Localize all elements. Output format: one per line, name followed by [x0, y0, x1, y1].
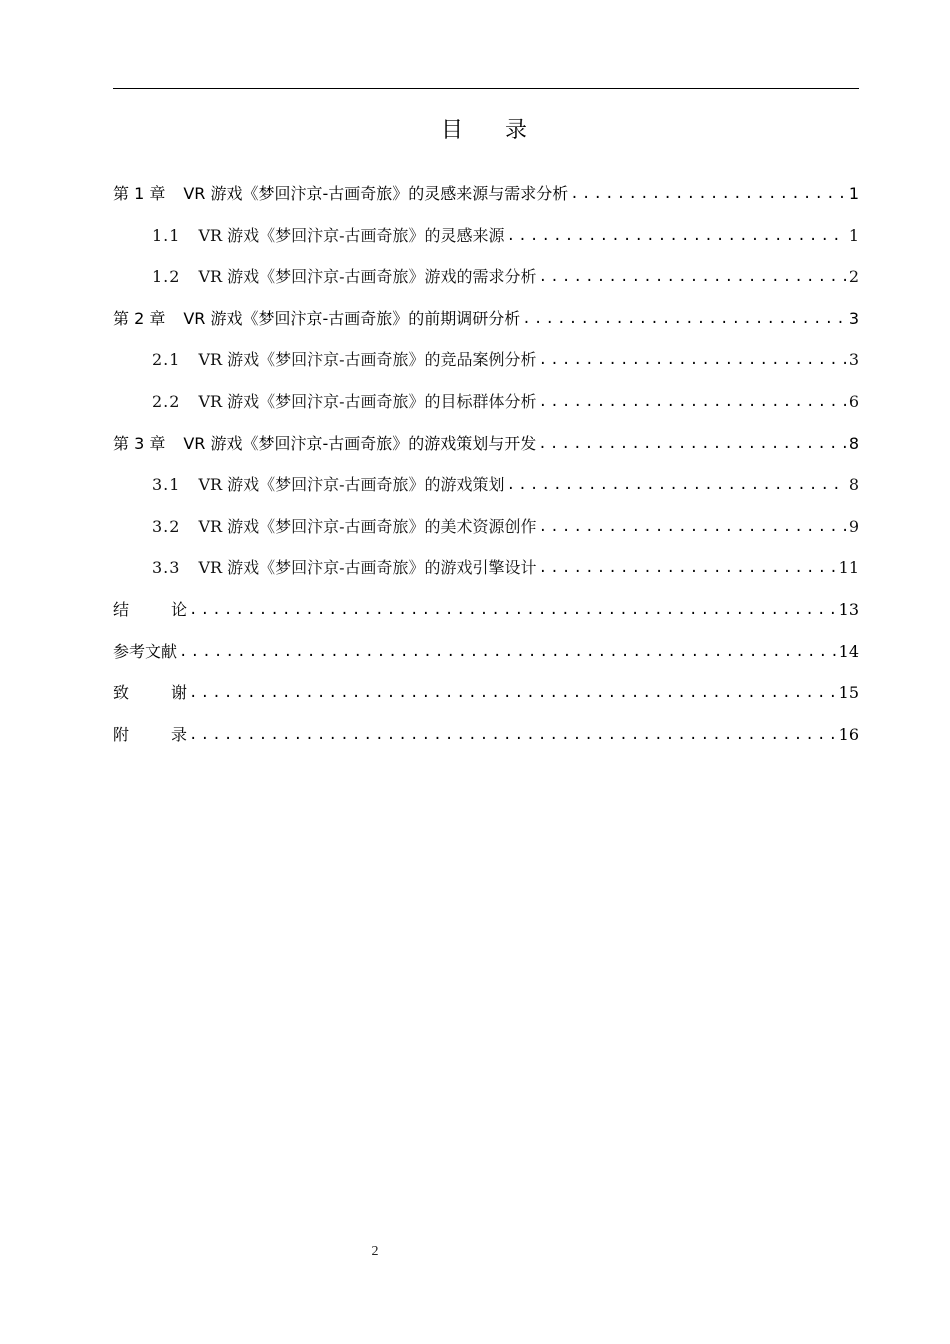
toc-entry-label: 结 论	[113, 599, 188, 619]
toc-entry-page: 16	[838, 724, 859, 744]
toc-entry-number: 2.2	[152, 391, 181, 411]
toc-entry-label: VR 游戏《梦回汴京-古画奇旅》的目标群体分析	[198, 391, 537, 411]
dot-leader	[538, 428, 847, 460]
toc-entry-section-3-2[interactable]	[113, 511, 859, 553]
dot-leader	[539, 261, 847, 293]
toc-entry-appendix[interactable]	[113, 719, 859, 761]
toc-entry-chapter-2[interactable]	[113, 303, 859, 345]
toc-entry-number: 第 3 章	[113, 433, 166, 453]
toc-entry-conclusion[interactable]	[113, 594, 859, 636]
toc-entry-page: 13	[838, 599, 859, 619]
toc-entry-section-3-1[interactable]	[113, 469, 859, 511]
toc-entry-chapter-1[interactable]	[113, 178, 859, 220]
toc-entry-page: 15	[838, 683, 859, 703]
toc-entry-page: 8	[848, 433, 859, 453]
toc-entry-number: 1.2	[152, 267, 181, 287]
toc-entry-number: 第 1 章	[113, 184, 166, 203]
dot-leader	[507, 469, 847, 501]
toc-entry-label: VR 游戏《梦回汴京-古画奇旅》的灵感来源与需求分析	[183, 184, 569, 203]
dot-leader	[522, 303, 847, 335]
dot-leader	[539, 552, 837, 584]
toc-entry-label: VR 游戏《梦回汴京-古画奇旅》的游戏策划与开发	[183, 433, 537, 453]
toc-entry-references[interactable]	[113, 636, 859, 678]
toc-entry-label: VR 游戏《梦回汴京-古画奇旅》的游戏策划	[198, 475, 505, 495]
dot-leader	[539, 344, 847, 376]
toc-entry-page: 2	[848, 267, 859, 287]
toc-entry-page: 11	[838, 558, 859, 578]
header-rule	[113, 88, 859, 89]
toc-entry-page: 3	[848, 308, 859, 328]
dot-leader	[179, 636, 837, 668]
toc-entry-section-1-2[interactable]	[113, 261, 859, 303]
toc-entry-page: 1	[848, 225, 859, 245]
toc-entry-label: 致 谢	[113, 683, 188, 703]
toc-entry-number: 1.1	[152, 225, 181, 245]
toc-entry-number: 2.1	[152, 350, 181, 370]
dot-leader	[189, 719, 837, 751]
toc-entry-chapter-3[interactable]	[113, 428, 859, 470]
toc-entry-label: 参考文献	[113, 641, 178, 661]
dot-leader	[570, 178, 847, 210]
toc-entry-number: 3.2	[152, 516, 181, 536]
page-title	[0, 115, 950, 147]
toc-entry-label: VR 游戏《梦回汴京-古画奇旅》的竞品案例分析	[198, 350, 537, 370]
toc-entry-number: 第 2 章	[113, 308, 166, 328]
toc-entry-label: VR 游戏《梦回汴京-古画奇旅》的前期调研分析	[183, 308, 521, 328]
toc-entry-section-3-3[interactable]	[113, 552, 859, 594]
toc-entry-section-2-1[interactable]	[113, 344, 859, 386]
toc-entry-label: VR 游戏《梦回汴京-古画奇旅》的美术资源创作	[198, 516, 537, 536]
dot-leader	[189, 677, 837, 709]
toc-entry-section-1-1[interactable]	[113, 220, 859, 262]
page-number: 2	[371, 1244, 379, 1259]
toc-entry-label: VR 游戏《梦回汴京-古画奇旅》的游戏引擎设计	[198, 558, 537, 578]
toc-entry-section-2-2[interactable]	[113, 386, 859, 428]
toc-entry-page: 1	[848, 184, 859, 203]
toc-entry-label: VR 游戏《梦回汴京-古画奇旅》的灵感来源	[198, 225, 505, 245]
toc-entry-label: VR 游戏《梦回汴京-古画奇旅》游戏的需求分析	[198, 267, 537, 287]
toc-entry-page: 6	[848, 391, 859, 411]
title-char-2: 录	[505, 118, 530, 143]
toc-entry-number: 3.1	[152, 475, 181, 495]
toc-entry-number: 3.3	[152, 558, 181, 578]
dot-leader	[539, 386, 847, 418]
toc-entry-label: 附 录	[113, 724, 188, 744]
dot-leader	[539, 511, 847, 543]
dot-leader	[507, 220, 847, 252]
toc-entry-page: 9	[848, 516, 859, 536]
dot-leader	[189, 594, 837, 626]
title-char-1: 目	[440, 118, 465, 143]
toc-entry-page: 3	[848, 350, 859, 370]
toc-entry-page: 8	[848, 475, 859, 495]
toc-entry-acknowledgements[interactable]	[113, 677, 859, 719]
table-of-contents	[113, 178, 859, 760]
toc-entry-page: 14	[838, 641, 859, 661]
